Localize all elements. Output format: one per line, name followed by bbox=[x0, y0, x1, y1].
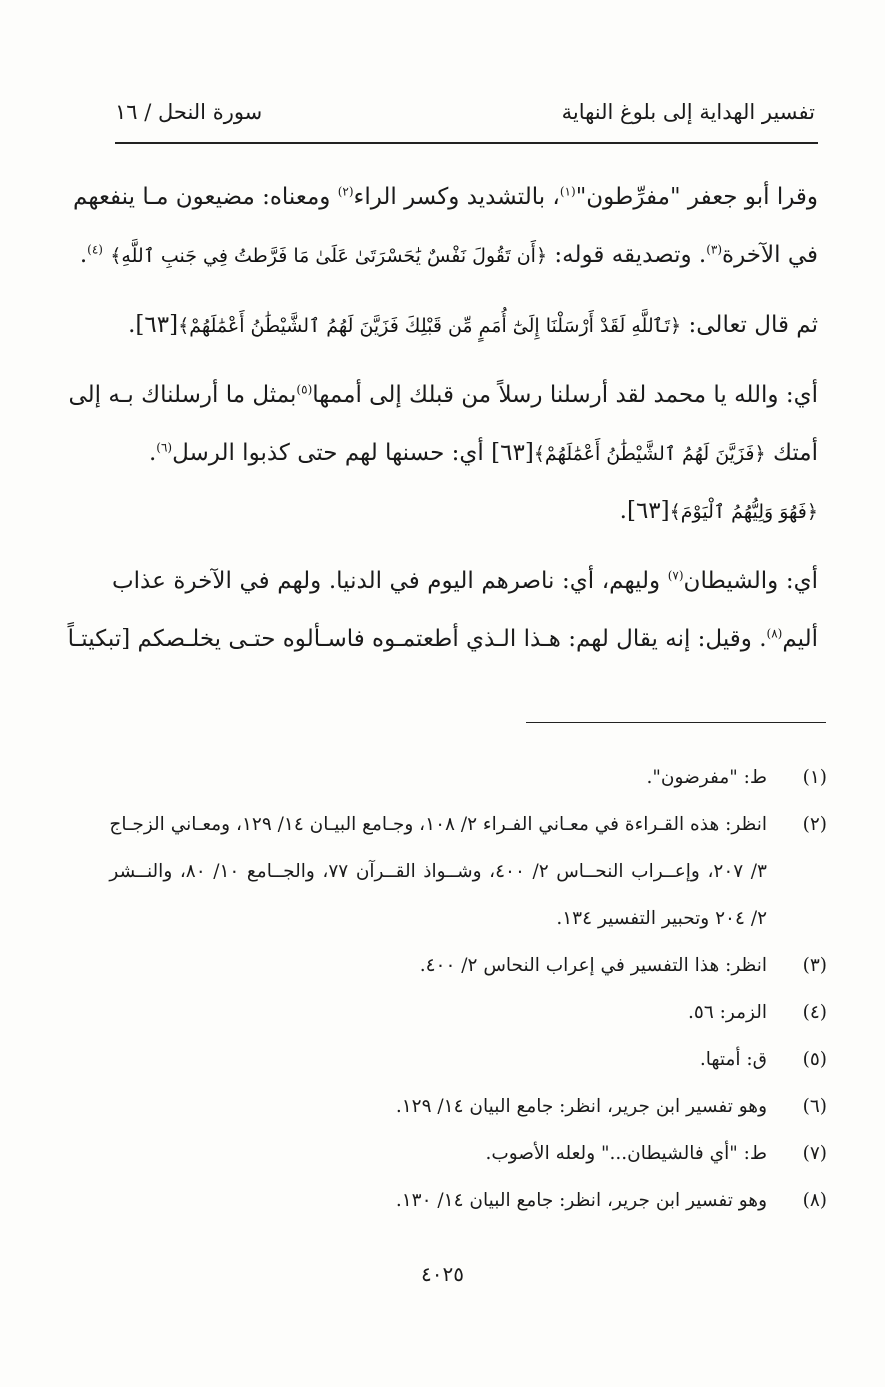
footnote-ref: (٢) bbox=[337, 184, 354, 199]
text-run: وليهم، أي: ناصرهم اليوم في الدنيا. ولهم في الآخرة عذاب bbox=[112, 568, 661, 594]
footnote-number: (١) bbox=[802, 767, 827, 788]
footnote-ref: (٤) bbox=[87, 242, 103, 257]
verse-reference: [٦٣]. bbox=[128, 312, 179, 338]
text-line bbox=[112, 482, 818, 540]
text-line bbox=[112, 424, 818, 482]
main-text bbox=[67, 168, 819, 668]
footnote-text: ط: "أي فالشيطان..." ولعله الأصوب. bbox=[485, 1143, 767, 1164]
surah-reference: سورة النحل / ١٦ bbox=[115, 100, 263, 124]
text-run: . وتصديقه قوله: bbox=[554, 242, 707, 268]
text-line bbox=[112, 552, 818, 610]
text-run: أمتك bbox=[772, 440, 818, 466]
text-run: . bbox=[148, 440, 157, 466]
text-line bbox=[73, 168, 818, 226]
footnote bbox=[112, 1177, 827, 1224]
footnote-ref: (٣) bbox=[706, 242, 723, 257]
book-title: تفسير الهداية إلى بلوغ النهاية bbox=[561, 100, 815, 124]
page-number: ٤٠٢٥ bbox=[421, 1262, 464, 1286]
footnote-text: وهو تفسير ابن جرير، انظر: جامع البيان ١٤/ ١٢٩. bbox=[395, 1096, 767, 1117]
footnote-rule bbox=[526, 722, 826, 723]
footnote-text: ٣/ ٢٠٧، وإعــراب النحــاس ٢/ ٤٠٠، وشــواذ القــرآن ٧٧، والجــامع ١٠/ ٨٠، والنــشر bbox=[109, 861, 767, 882]
footnote bbox=[112, 942, 827, 989]
verse-reference: [٦٣]. bbox=[619, 498, 670, 524]
text-run: . bbox=[79, 242, 88, 268]
header-rule bbox=[115, 142, 818, 144]
text-run: أليم bbox=[782, 626, 818, 652]
footnotes bbox=[109, 754, 827, 1224]
footnote-ref: (٧) bbox=[667, 568, 684, 583]
text-run: ومعناه: مضيعون مـا ينفعهم bbox=[73, 184, 331, 210]
footnote bbox=[112, 989, 827, 1036]
quran-verse: ﴿تَٱللَّهِ لَقَدْ أَرْسَلْنَا إِلَىٰٓ أُمَمٍ مِّن قَبْلِكَ فَزَيَّنَ لَهُمُ ٱلشَّيْطَٰنُ أَعْمَٰلَهُمْ﴾ bbox=[178, 315, 682, 337]
footnote bbox=[112, 1130, 827, 1177]
footnote bbox=[112, 1083, 827, 1130]
footnote-number: (٤) bbox=[802, 1002, 827, 1023]
footnote-text: انظر: هذا التفسير في إعراب النحاس ٢/ ٤٠٠. bbox=[419, 955, 767, 976]
text-run: بمثل ما أرسلناك بـه إلى bbox=[68, 382, 297, 408]
footnote-number: (٦) bbox=[802, 1096, 827, 1117]
text-run: . وقيل: إنه يقال لهم: هـذا الـذي أطعتمـوه فاسـألوه حتـى يخلـصكم [تبكيتـاً bbox=[67, 626, 767, 652]
text-line bbox=[67, 610, 818, 668]
text-line bbox=[68, 366, 818, 424]
footnote-text: الزمر: ٥٦. bbox=[688, 1002, 767, 1023]
text-line bbox=[79, 226, 818, 284]
text-run: ، بالتشديد وكسر الراء bbox=[353, 184, 560, 210]
footnote-number: (٧) bbox=[802, 1143, 827, 1164]
footnote bbox=[112, 1036, 827, 1083]
text-run: أي: والله يا محمد لقد أرسلنا رسلاً من قبلك إلى أممها bbox=[312, 382, 818, 408]
footnote-ref: (٦) bbox=[156, 440, 173, 455]
footnote bbox=[112, 754, 827, 801]
footnote-text: انظر: هذه القـراءة في معـاني الفـراء ٢/ ١٠٨، وجـامع البيـان ١٤/ ١٢٩، ومعـاني الزجـاج bbox=[109, 814, 767, 835]
text-run: [٦٣] أي: حسنها لهم حتى كذبوا الرسل bbox=[172, 440, 534, 466]
footnote-ref: (٥) bbox=[296, 382, 313, 397]
text-run: وقرا أبو جعفر "مفرِّطون" bbox=[575, 184, 818, 210]
footnote bbox=[109, 801, 827, 942]
text-run: في الآخرة bbox=[722, 242, 818, 268]
quran-verse: ﴿فَهُوَ وَلِيُّهُمُ ٱلْيَوْمَ﴾ bbox=[669, 501, 818, 523]
quran-verse: ﴿أَن تَقُولَ نَفْسٌ يَٰحَسْرَتَىٰ عَلَىٰ مَا فَرَّطتُ فِي جَنبِ ٱللَّهِ﴾ bbox=[110, 245, 548, 267]
footnote-text: ق: أمتها. bbox=[699, 1049, 767, 1070]
text-line bbox=[112, 296, 818, 354]
footnote-text: ط: "مفرضون". bbox=[646, 767, 767, 788]
running-header bbox=[115, 100, 815, 134]
footnote-ref: (٨) bbox=[766, 626, 783, 641]
text-run: ثم قال تعالى: bbox=[688, 312, 818, 338]
footnote-number: (٣) bbox=[802, 955, 827, 976]
footnote-ref: (١) bbox=[559, 184, 576, 199]
quran-verse: ﴿فَزَيَّنَ لَهُمُ ٱلشَّيْطَٰنُ أَعْمَٰلَهُمْ﴾ bbox=[533, 443, 766, 465]
footnote-number: (٢) bbox=[802, 814, 827, 835]
footnote-text: ٢/ ٢٠٤ وتحبير التفسير ١٣٤. bbox=[556, 908, 767, 929]
footnote-text: وهو تفسير ابن جرير، انظر: جامع البيان ١٤/ ١٣٠. bbox=[395, 1190, 767, 1211]
footnote-number: (٥) bbox=[802, 1049, 827, 1070]
footnote-number: (٨) bbox=[802, 1190, 827, 1211]
text-run: أي: والشيطان bbox=[683, 568, 819, 594]
